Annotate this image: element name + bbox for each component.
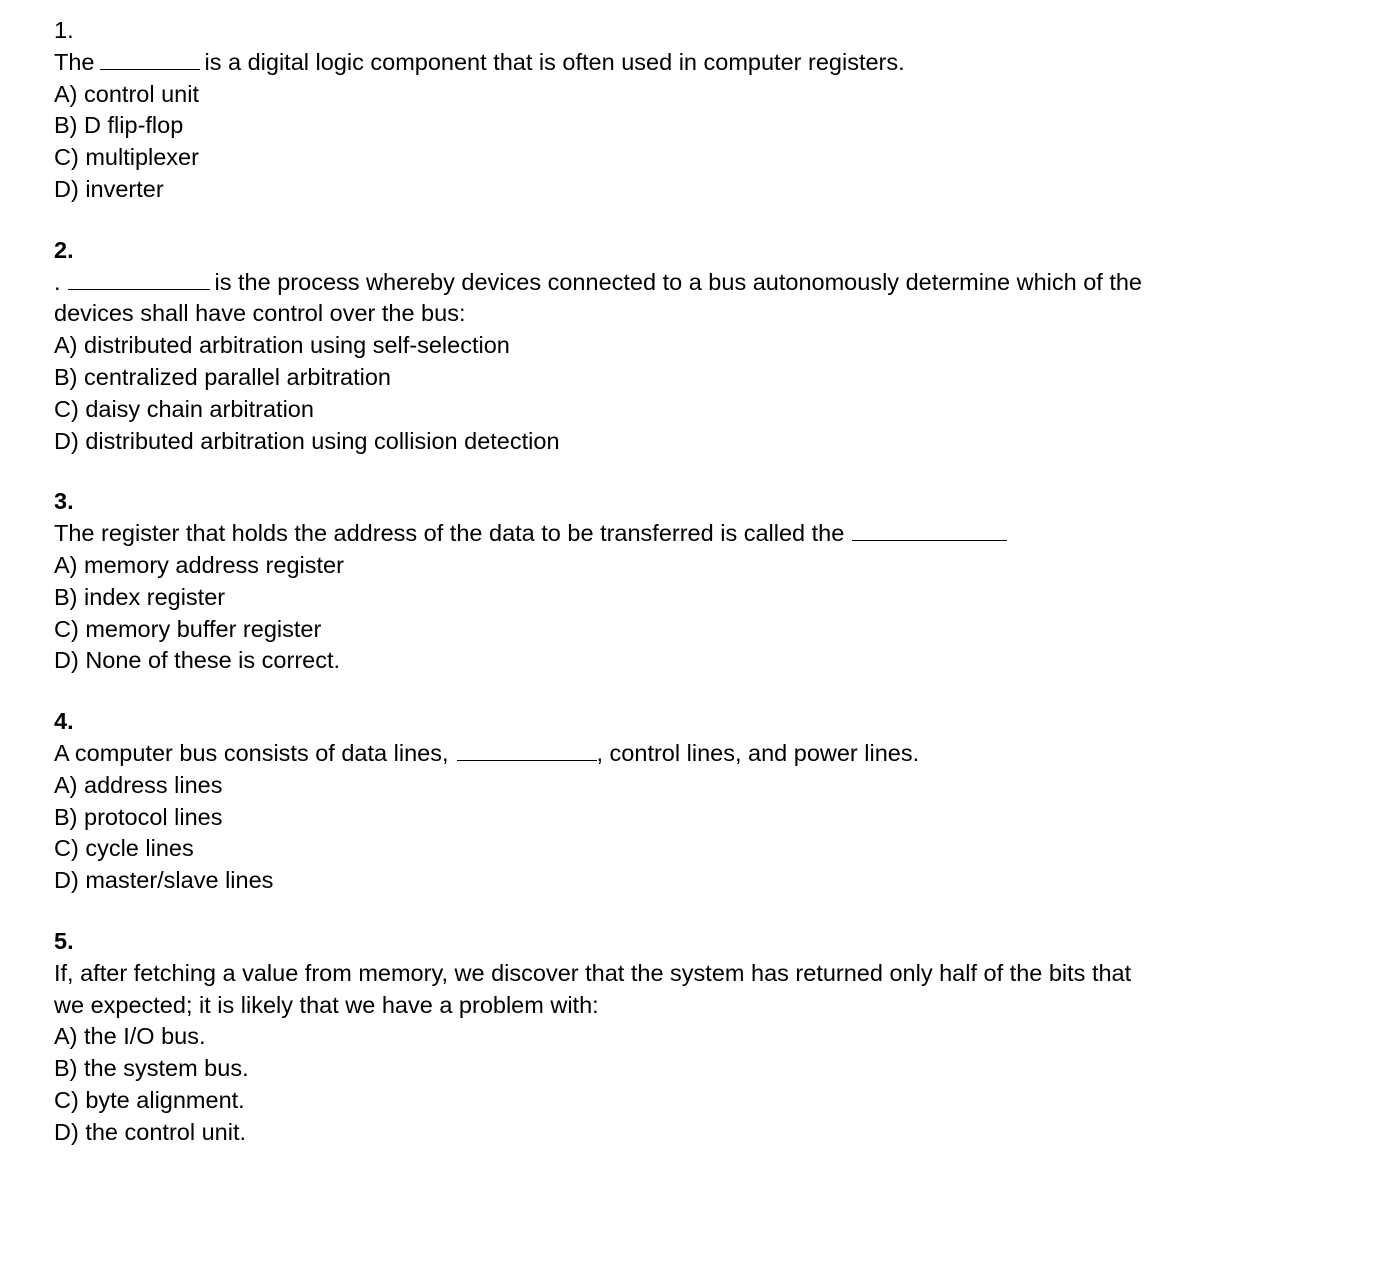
option-c: C) multiplexer — [54, 144, 199, 171]
question-stem-line2: devices shall have control over the bus: — [54, 300, 466, 327]
question-number: 5. — [54, 927, 74, 954]
option-b: B) centralized parallel arbitration — [54, 363, 391, 390]
question-1 — [54, 15, 1354, 206]
option-c: C) memory buffer register — [54, 615, 322, 642]
question-stem — [54, 518, 1354, 550]
option-d: D) distributed arbitration using collision detection — [54, 427, 560, 454]
question-number: 4. — [54, 708, 74, 735]
stem-text: The register that holds the address of the data to be transferred is called the — [54, 520, 845, 547]
stem-text: is a digital logic component that is often used in computer registers. — [204, 48, 905, 75]
question-2 — [54, 235, 1354, 458]
question-number: 1. — [54, 17, 74, 43]
answer-blank — [457, 740, 597, 761]
question-stem — [54, 267, 1354, 299]
option-b: B) index register — [54, 583, 226, 610]
option-a: A) distributed arbitration using self-selection — [54, 332, 510, 359]
stem-text: The — [54, 48, 95, 75]
option-b: B) D flip-flop — [54, 112, 184, 139]
option-c: C) byte alignment. — [54, 1086, 245, 1113]
question-5 — [54, 926, 1354, 1149]
answer-blank — [100, 49, 200, 70]
option-c: C) daisy chain arbitration — [54, 395, 314, 422]
stem-text: , control lines, and power lines. — [596, 739, 920, 766]
question-stem: If, after fetching a value from memory, we discover that the system has returned only half of the bits that — [54, 959, 1132, 986]
question-number: 2. — [54, 236, 74, 263]
option-d: D) inverter — [54, 175, 164, 202]
question-3 — [54, 486, 1354, 677]
option-b: B) protocol lines — [54, 803, 223, 830]
option-b: B) the system bus. — [54, 1055, 249, 1082]
question-number: 3. — [54, 488, 74, 515]
stem-text: is the process whereby devices connected to a bus autonomously determine which of the — [214, 268, 1143, 295]
option-d: D) master/slave lines — [54, 867, 274, 894]
question-stem — [54, 738, 1354, 770]
question-stem — [54, 47, 1354, 79]
option-a: A) control unit — [54, 80, 199, 107]
option-a: A) memory address register — [54, 551, 344, 578]
question-4 — [54, 706, 1354, 897]
stem-text: A computer bus consists of data lines, — [54, 739, 449, 766]
stem-text: . — [54, 268, 61, 295]
answer-blank — [852, 520, 1007, 541]
option-c: C) cycle lines — [54, 835, 194, 862]
option-a: A) address lines — [54, 771, 223, 798]
quiz-document — [54, 15, 1354, 1178]
option-d: D) None of these is correct. — [54, 647, 341, 674]
answer-blank — [68, 269, 210, 290]
option-d: D) the control unit. — [54, 1118, 247, 1145]
question-stem-line2: we expected; it is likely that we have a problem with: — [54, 991, 599, 1018]
option-a: A) the I/O bus. — [54, 1023, 206, 1050]
